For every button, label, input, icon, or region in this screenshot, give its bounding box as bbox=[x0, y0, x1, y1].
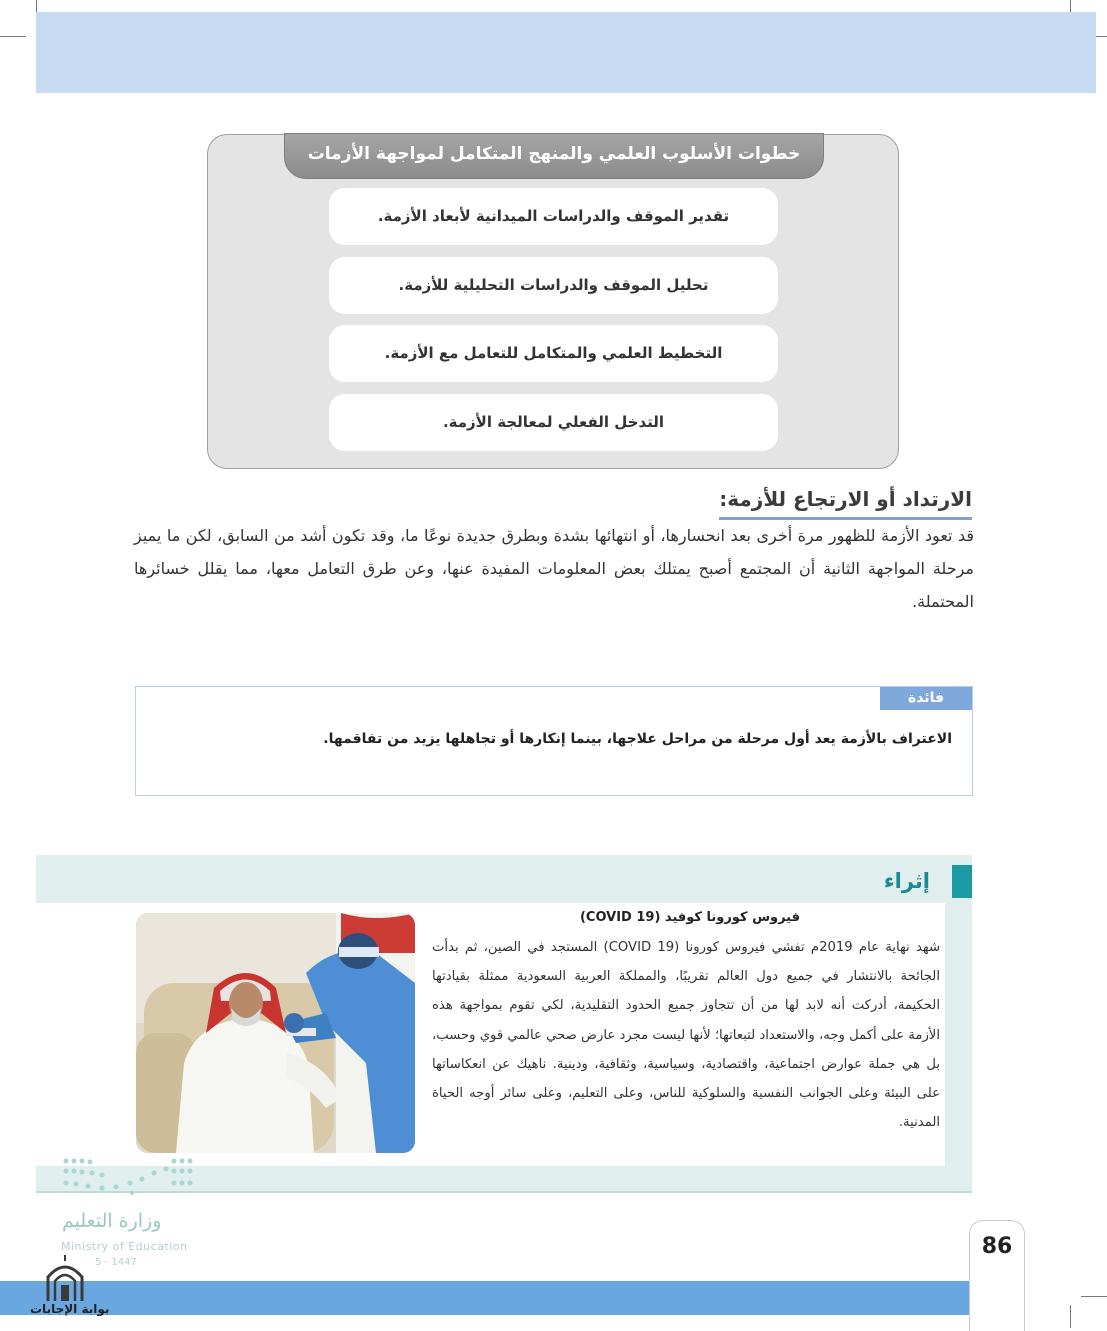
covid-heading: فيروس كورونا كوفيد (COVID 19) bbox=[579, 910, 800, 925]
edition-year: 5 - 1447 bbox=[95, 1257, 137, 1268]
section-heading: الارتداد أو الارتجاع للأزمة: bbox=[719, 487, 972, 520]
step-item: تحليل الموقف والدراسات التحليلية للأزمة. bbox=[329, 257, 778, 314]
header-band bbox=[36, 12, 1096, 93]
crop-mark bbox=[1081, 1296, 1107, 1297]
fact-box bbox=[135, 686, 973, 796]
enrichment-panel bbox=[36, 903, 945, 1166]
step-item: تقدير الموقف والدراسات الميدانية لأبعاد الأزمة. bbox=[329, 188, 778, 245]
page-number: 86 bbox=[981, 1234, 1013, 1259]
steps-title: خطوات الأسلوب العلمي والمنهج المتكامل لمواجهة الأزمات bbox=[284, 133, 824, 179]
section-paragraph: قد تعود الأزمة للظهور مرة أخرى بعد انحسارها، أو انتهائها بشدة وبطرق جديدة نوعًا ما، وقد تكون أشد من السابق، لكن ما يميز مرحلة المواجهة الثانية أن المجتمع أصبح يمتلك بعض المعلومات المفيدة عنها، وعن طرق التعامل معها، مما يقلل خسائرها المحتملة. bbox=[134, 526, 974, 611]
ministry-dots-icon bbox=[62, 1157, 202, 1197]
crop-mark bbox=[1070, 1305, 1071, 1328]
vaccination-photo bbox=[136, 913, 415, 1153]
enrichment-marker bbox=[952, 865, 972, 898]
photo-illustration bbox=[136, 913, 415, 1153]
fact-text: الاعتراف بالأزمة يعد أول مرحلة من مراحل علاجها، بينما إنكارها أو تجاهلها يزيد من تفاقمها. bbox=[323, 731, 952, 747]
footer-band bbox=[0, 1281, 970, 1315]
step-item: التدخل الفعلي لمعالجة الأزمة. bbox=[329, 394, 778, 451]
crop-mark bbox=[0, 36, 26, 37]
ministry-name-ar: وزارة التعليم bbox=[62, 1210, 162, 1232]
ministry-name-en: Ministry of Education bbox=[61, 1240, 188, 1253]
watermark-logo-icon bbox=[42, 1255, 88, 1303]
watermark-text: بوابة الإجابات bbox=[30, 1302, 110, 1316]
steps-box bbox=[207, 134, 899, 469]
fact-label: فائدة bbox=[880, 687, 972, 710]
enrichment-section bbox=[36, 855, 972, 1193]
enrichment-title: إثراء bbox=[883, 869, 930, 893]
step-item: التخطيط العلمي والمتكامل للتعامل مع الأزمة. bbox=[329, 325, 778, 382]
covid-paragraph: شهد نهاية عام 2019م تفشي فيروس كورونا (COVID 19) المستجد في الصين، ثم بدأت الجائحة بالانتشار في جميع دول العالم تقريبًا، والمملكة العربية السعودية ممثلة بقيادتها الحكيمة، أدركت أنه لابد لها من أن تتجاوز جميع الحدود التقليدية، لكي تقوم بمواجهة هذه الأزمة على أكمل وجه، والاستعداد لتبعاتها؛ لأنها ليست مجرد عارض صحي عالمي قوي وحسب، بل هي جملة عوارض اجتماعية، واقتصادية، وسياسية، وثقافية، ودينية. ناهيك عن انعكاساتها على البيئة وعلى الجوانب النفسية والسلوكية للناس، وعلى التعليم، وعلى سائر أوجه الحياة المدنية. bbox=[432, 940, 941, 1131]
